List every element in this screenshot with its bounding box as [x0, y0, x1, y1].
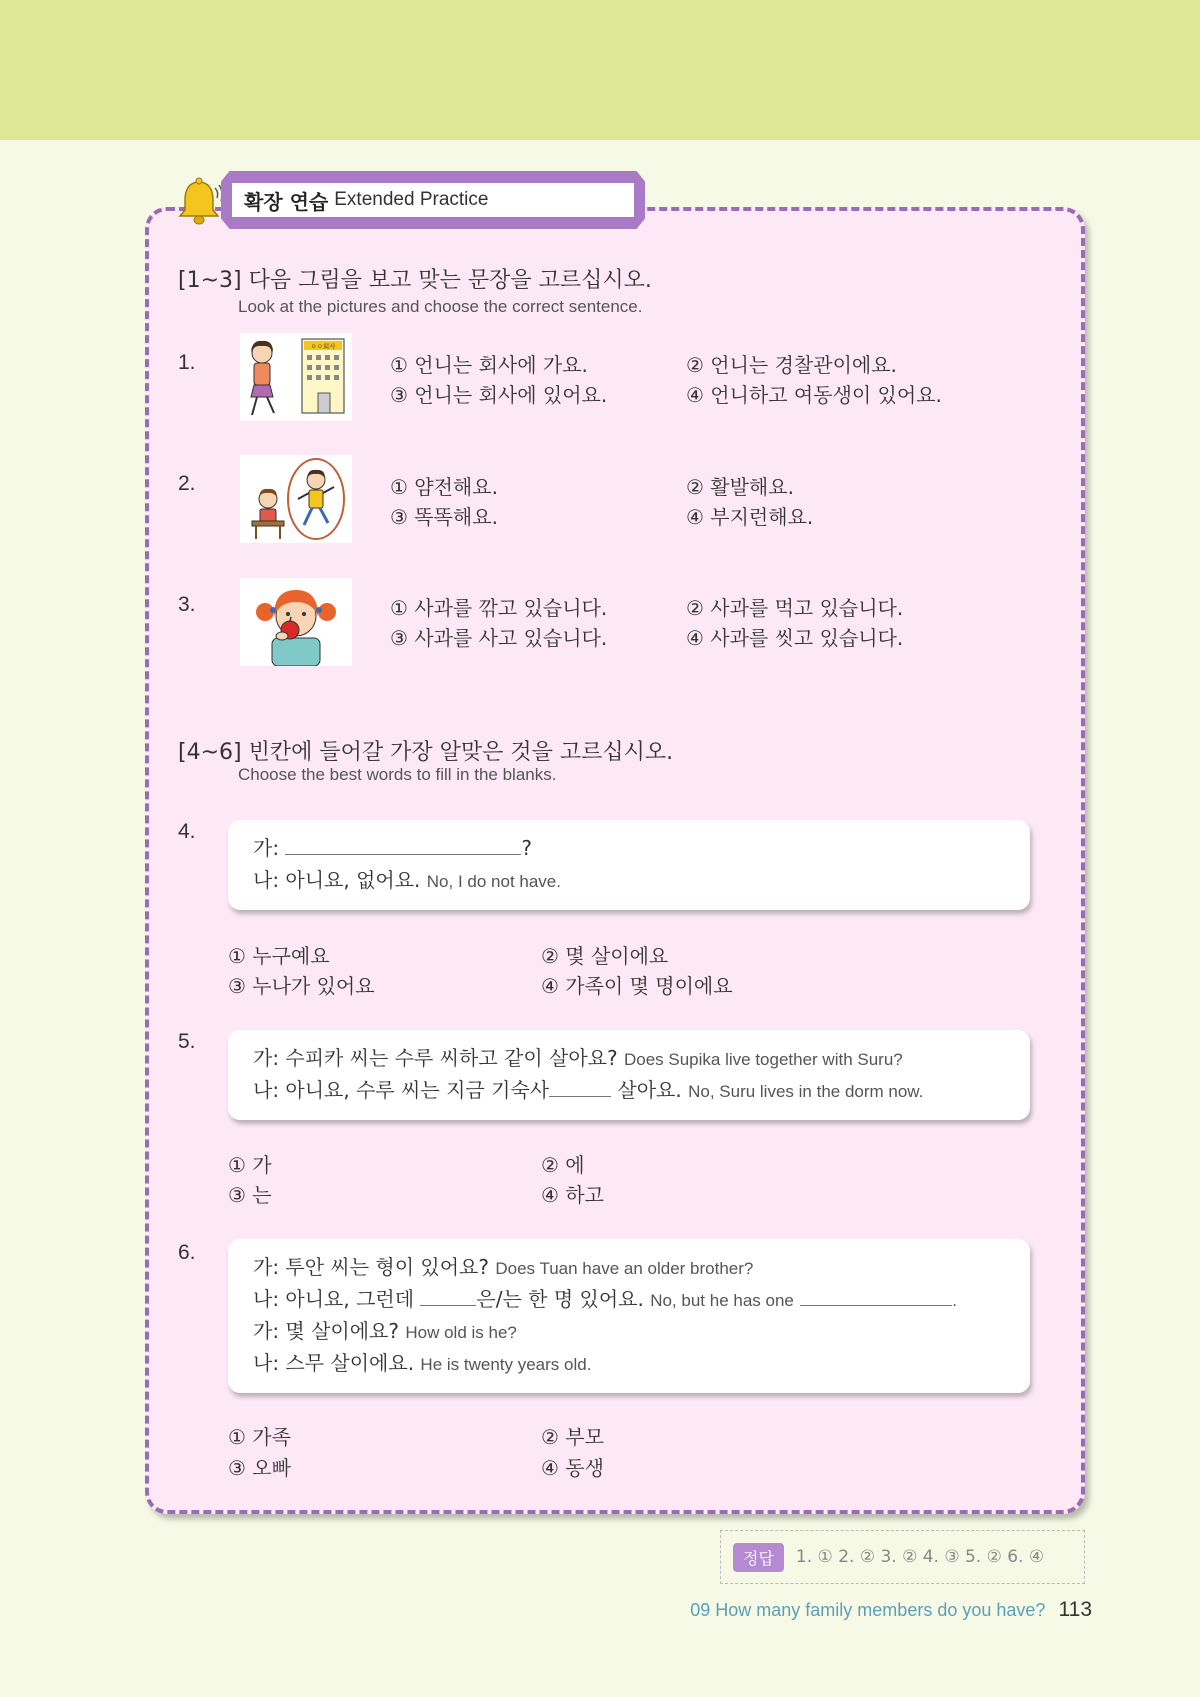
picture-two-boys — [240, 455, 352, 543]
answer-key-text: 1. ① 2. ② 3. ② 4. ③ 5. ② 6. ④ — [795, 1547, 1045, 1567]
dialog-line: 나: 아니요, 그런데 은/는 한 명 있어요. No, but he has one . — [253, 1287, 957, 1311]
dialog-line: 나: 아니요, 수루 씨는 지금 기숙사 살아요. No, Suru lives in the dorm now. — [253, 1078, 924, 1102]
chapter-title: 09 How many family members do you have? — [690, 1600, 1046, 1620]
question-number-5: 5. — [178, 1030, 196, 1053]
page-title — [232, 183, 634, 217]
dialog-line: 가: ? — [253, 836, 533, 860]
q2-option-4[interactable]: ④ 부지런해요. — [686, 505, 814, 529]
q6-option-2[interactable]: ② 부모 — [541, 1425, 604, 1449]
picture-woman-office — [240, 333, 352, 421]
q5-option-4[interactable]: ④ 하고 — [541, 1183, 604, 1207]
dialog-line: 나: 아니요, 없어요. No, I do not have. — [253, 868, 561, 892]
q1-option-2[interactable]: ② 언니는 경찰관이에요. — [686, 353, 897, 377]
q4-option-2[interactable]: ② 몇 살이에요 — [541, 944, 669, 968]
bell-icon — [175, 176, 223, 228]
dialog-line: 가: 몇 살이에요? How old is he? — [253, 1319, 517, 1343]
title-korean: 확장 연습 — [244, 189, 329, 214]
question-number-4: 4. — [178, 820, 196, 843]
answer-key — [720, 1530, 1085, 1584]
q5-dialog-box — [228, 1030, 1030, 1120]
q2-option-3[interactable]: ③ 똑똑해요. — [390, 505, 498, 529]
q6-dialog-box — [228, 1239, 1030, 1393]
q2-option-1[interactable]: ① 얌전해요. — [390, 475, 498, 499]
answer-blank[interactable] — [420, 1288, 476, 1306]
dialog-line: 가: 수피카 씨는 수루 씨하고 같이 살아요? Does Supika live together with Suru? — [253, 1046, 903, 1070]
section1-heading: [1~3] 다음 그림을 보고 맞는 문장을 고르십시오. — [178, 268, 652, 293]
q4-option-3[interactable]: ③ 누나가 있어요 — [228, 974, 375, 998]
q3-option-3[interactable]: ③ 사과를 사고 있습니다. — [390, 626, 608, 650]
q3-option-1[interactable]: ① 사과를 깎고 있습니다. — [390, 596, 608, 620]
page-footer — [690, 1598, 1092, 1622]
question-number-1: 1. — [178, 351, 196, 374]
q6-option-4[interactable]: ④ 동생 — [541, 1456, 604, 1480]
q1-option-1[interactable]: ① 언니는 회사에 가요. — [390, 353, 588, 377]
picture-girl-eating-apple — [240, 578, 352, 666]
section1-subheading: Look at the pictures and choose the correct sentence. — [238, 297, 643, 316]
title-english: Extended Practice — [334, 189, 489, 210]
question-number-6: 6. — [178, 1241, 196, 1264]
q5-option-1[interactable]: ① 가 — [228, 1153, 272, 1177]
q1-option-4[interactable]: ④ 언니하고 여동생이 있어요. — [686, 383, 942, 407]
q4-dialog-box — [228, 820, 1030, 910]
picture-sign-text: ㅇㅇ회사 — [310, 342, 336, 351]
page-number: 113 — [1058, 1598, 1092, 1621]
section2-subheading: Choose the best words to fill in the blanks. — [238, 765, 557, 784]
q6-option-3[interactable]: ③ 오빠 — [228, 1456, 291, 1480]
q2-option-2[interactable]: ② 활발해요. — [686, 475, 794, 499]
answer-blank[interactable] — [285, 837, 521, 855]
q1-option-3[interactable]: ③ 언니는 회사에 있어요. — [390, 383, 608, 407]
question-number-2: 2. — [178, 472, 196, 495]
q4-option-4[interactable]: ④ 가족이 몇 명이에요 — [541, 974, 733, 998]
top-header-band — [0, 0, 1200, 140]
answer-blank-english[interactable] — [800, 1288, 952, 1306]
q6-option-1[interactable]: ① 가족 — [228, 1425, 291, 1449]
q5-option-3[interactable]: ③ 는 — [228, 1183, 272, 1207]
section2-heading: [4~6] 빈칸에 들어갈 가장 알맞은 것을 고르십시오. — [178, 740, 674, 765]
q3-option-2[interactable]: ② 사과를 먹고 있습니다. — [686, 596, 904, 620]
q5-option-2[interactable]: ② 에 — [541, 1153, 585, 1177]
dialog-line: 나: 스무 살이에요. He is twenty years old. — [253, 1351, 592, 1375]
answer-blank[interactable] — [549, 1079, 611, 1097]
answer-key-badge: 정답 — [733, 1543, 784, 1572]
question-number-3: 3. — [178, 593, 196, 616]
q4-option-1[interactable]: ① 누구예요 — [228, 944, 330, 968]
q3-option-4[interactable]: ④ 사과를 씻고 있습니다. — [686, 626, 904, 650]
dialog-line: 가: 투안 씨는 형이 있어요? Does Tuan have an older brother? — [253, 1255, 754, 1279]
